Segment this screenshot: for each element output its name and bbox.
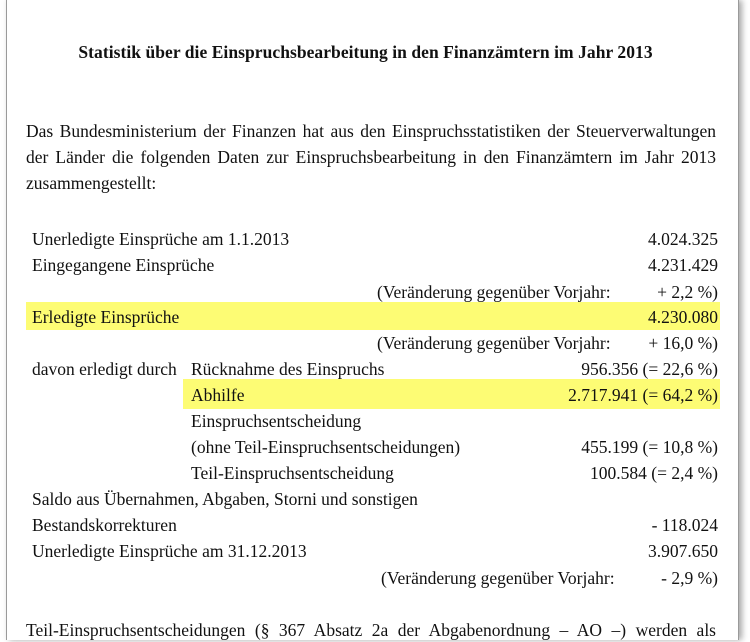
einspruchsentscheidung-label-2: (ohne Teil-Einspruchsentscheidungen) (191, 437, 461, 457)
eingegangen-change-label: (Veränderung gegenüber Vorjahr: (377, 282, 611, 302)
einspruchsentscheidung-value: 455.199 (= 10,8 %) (581, 437, 718, 457)
saldo-label: Saldo aus Übernahmen, Abgaben, Storni und sonstigen (32, 489, 418, 509)
unerledigt-start-value: 4.024.325 (648, 229, 718, 249)
end-change-value: - 2,9 %) (661, 568, 718, 588)
bottom-paragraph-cut: Teil-Einspruchsentscheidungen (§ 367 Absatz 2a der Abgabenordnung – AO –) werden als (26, 620, 716, 640)
saldo-value: - 118.024 (651, 515, 718, 535)
erledigt-change-value: + 16,0 %) (648, 333, 718, 353)
erledigt-label: Erledigte Einsprüche (32, 307, 180, 327)
unerledigt-start-label: Unerledigte Einsprüche am 1.1.2013 (32, 229, 290, 249)
page-title: Statistik über die Einspruchsbearbeitung in den Finanzämtern im Jahr 2013 (78, 42, 653, 62)
unerledigt-end-value: 3.907.650 (648, 541, 718, 561)
eingegangen-label: Eingegangene Einsprüche (32, 255, 215, 275)
abhilfe-value: 2.717.941 (= 64,2 %) (568, 385, 718, 405)
teil-value: 100.584 (= 2,4 %) (590, 463, 718, 483)
ruecknahme-label: Rücknahme des Einspruchs (191, 359, 385, 379)
einspruchsentscheidung-label: Einspruchsentscheidung (191, 411, 362, 431)
abhilfe-label: Abhilfe (191, 385, 245, 405)
intro-paragraph: Das Bundesministerium der Finanzen hat aus den Einspruchsstatistiken der Steuerverwaltungen der Länder die folgenden Daten zur Einspruchsbearbeitung in den Finanzämtern im Jahr 2013 zusammengestellt: (26, 121, 716, 193)
erledigt-value: 4.230.080 (648, 307, 718, 327)
davon-label: davon erledigt durch (32, 359, 177, 379)
eingegangen-change-value: + 2,2 %) (657, 282, 718, 302)
saldo-label-2: Bestandskorrekturen (32, 515, 177, 535)
eingegangen-value: 4.231.429 (648, 255, 718, 275)
erledigt-change-label: (Veränderung gegenüber Vorjahr: (377, 333, 611, 353)
teil-label: Teil-Einspruchsentscheidung (191, 463, 394, 483)
unerledigt-end-label: Unerledigte Einsprüche am 31.12.2013 (32, 541, 307, 561)
ruecknahme-value: 956.356 (= 22,6 %) (581, 359, 718, 379)
end-change-label: (Veränderung gegenüber Vorjahr: (381, 568, 615, 588)
